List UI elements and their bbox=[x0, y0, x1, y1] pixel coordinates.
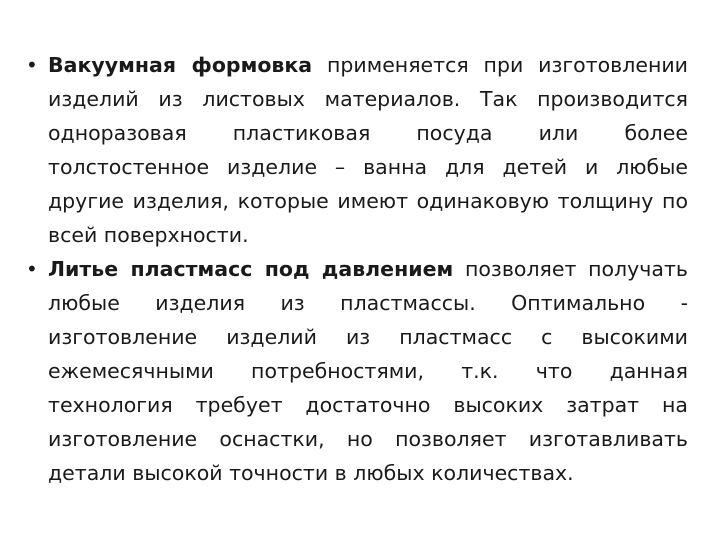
bullet-item-vacuum-forming bbox=[26, 48, 688, 252]
bullet-marker: • bbox=[26, 53, 38, 77]
bullet-term: Вакуумная формовка bbox=[48, 53, 313, 77]
bullet-term: Литье пластмасс под давлением bbox=[48, 257, 454, 281]
bullet-text: позволяет получать любые изделия из пластмассы. Оптимально - изготовление изделий из пластмасс с высокими ежемесячными потребностями, т.к. что данная технология требует достаточно высоких затрат на изготовление оснастки, но позволяет изготавливать детали высокой точности в любых количествах. bbox=[48, 257, 688, 485]
bullet-list bbox=[26, 48, 688, 490]
bullet-text: применяется при изготовлении изделий из листовых материалов. Так производится одноразовая пластиковая посуда или более толстостенное изделие – ванна для детей и любые другие изделия, которые имеют одинаковую толщину по всей поверхности. bbox=[48, 53, 688, 247]
bullet-item-injection-molding bbox=[26, 252, 688, 490]
bullet-marker: • bbox=[26, 257, 38, 281]
